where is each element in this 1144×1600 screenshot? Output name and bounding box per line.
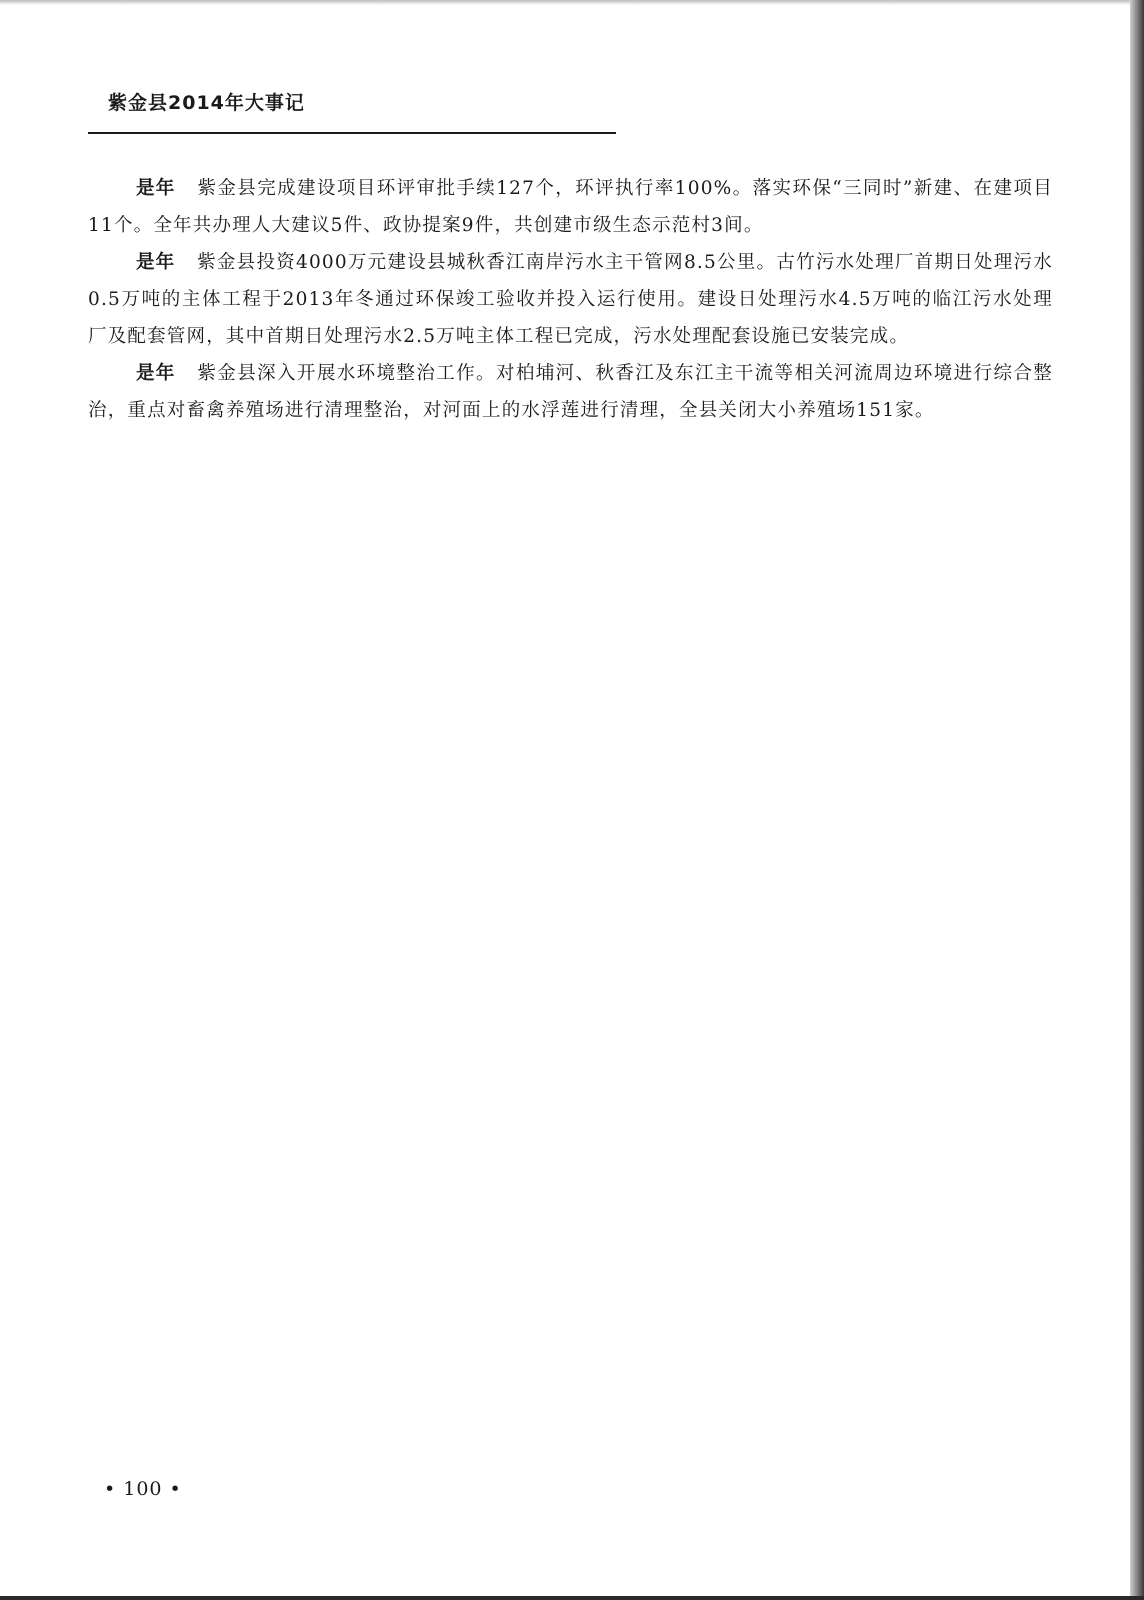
page-top-edge (0, 0, 1144, 5)
entry (88, 170, 1053, 244)
entry (88, 355, 1053, 429)
entry-label: 是年 (136, 363, 176, 384)
entry-text: 紫金县完成建设项目环评审批手续127个，环评执行率100%。落实环保“三同时”新建、在建项目11个。全年共办理人大建议5件、政协提案9件，共创建市级生态示范村3间。 (88, 178, 1053, 236)
entry-label: 是年 (136, 178, 176, 199)
entries-list (88, 170, 1053, 429)
page-bottom-edge (0, 1596, 1144, 1600)
entry-text: 紫金县投资4000万元建设县城秋香江南岸污水主干管网8.5公里。古竹污水处理厂首期日处理污水0.5万吨的主体工程于2013年冬通过环保竣工验收并投入运行使用。建设日处理污水4.5万吨的临江污水处理厂及配套管网，其中首期日处理污水2.5万吨主体工程已完成，污水处理配套设施已安装完成。 (88, 252, 1053, 347)
entry (88, 244, 1053, 355)
running-header: 紫金县2014年大事记 (108, 92, 305, 114)
entry-label: 是年 (136, 252, 176, 273)
page-number: • 100 • (104, 1478, 182, 1500)
entry-text: 紫金县深入开展水环境整治工作。对柏埔河、秋香江及东江主干流等相关河流周边环境进行综合整治，重点对畜禽养殖场进行清理整治，对河面上的水浮莲进行清理，全县关闭大小养殖场151家。 (88, 363, 1053, 421)
page-binding-edge (1130, 0, 1144, 1600)
header-rule (88, 132, 616, 134)
